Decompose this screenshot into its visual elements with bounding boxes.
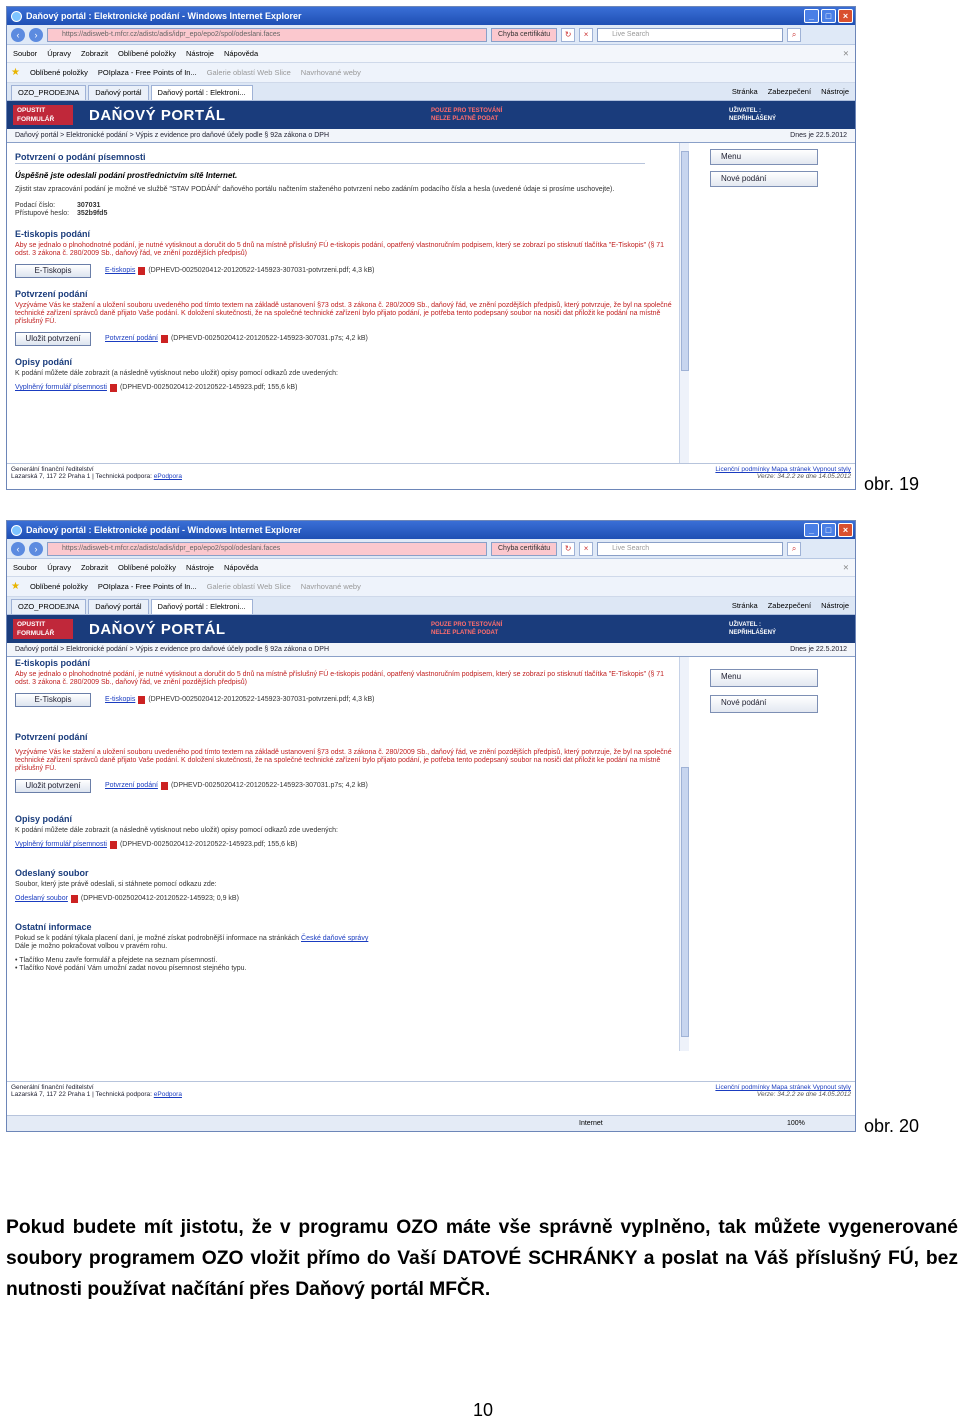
opisy-heading: Opisy podání: [15, 357, 73, 367]
maximize-icon[interactable]: □: [821, 9, 836, 23]
scrollbar[interactable]: [679, 657, 689, 1051]
menu-help[interactable]: Nápověda: [223, 49, 259, 58]
potvrzeni-file: (DPHEVD-0025020412-20120522-145923-307031.p7s; 4,2 kB): [170, 782, 368, 789]
star-icon: ★: [11, 67, 20, 78]
opisy-link[interactable]: Vyplněný formulář písemnosti: [15, 384, 107, 391]
address-row: [7, 539, 855, 559]
address-row: [7, 25, 855, 45]
portal-logo: DAŇOVÝ PORTÁL: [89, 106, 226, 124]
support-link[interactable]: ePodpora: [153, 1091, 182, 1098]
fav-poiplaza[interactable]: POIplaza - Free Points of In...: [97, 68, 197, 77]
refresh-icon[interactable]: ↻: [561, 542, 575, 556]
pdf-icon: [110, 841, 117, 849]
fav-webslice[interactable]: Galerie oblastí Web Slice: [206, 582, 291, 591]
potvrzeni-link[interactable]: Potvrzení podání: [105, 335, 158, 342]
opisy-file: (DPHEVD-0025020412-20120522-145923.pdf; 155,6 kB): [119, 384, 298, 391]
new-submission-button[interactable]: Nové podání: [710, 171, 818, 187]
menu-view[interactable]: Zobrazit: [80, 563, 109, 572]
submission-number: Podací číslo: 307031: [15, 202, 101, 209]
opisy-row: [15, 384, 679, 392]
menu-edit[interactable]: Úpravy: [47, 563, 71, 572]
ie-logo-icon: [11, 525, 22, 536]
footer-links[interactable]: Licenční podmínky Mapa stránek Vypnout styly: [715, 1084, 851, 1091]
portal-footer: Generální finanční ředitelství Lazarská 7, 117 22 Praha 1 | Technická podpora: ePodpora Licenční podmínky Mapa stránek Vypnout styly Verze: 34.2.2 ze dne 14.05.2012: [7, 463, 855, 489]
portal-footer: Generální finanční ředitelství Lazarská 7, 117 22 Praha 1 | Technická podpora: ePodpora Licenční podmínky Mapa stránek Vypnout styly Verze: 34.2.2 ze dne 14.05.2012: [7, 1081, 855, 1113]
screenshot-fig19: [6, 6, 856, 490]
user-status: UŽIVATEL : NEPŘIHLÁŠENÝ: [729, 108, 777, 122]
version-info: Verze: 34.2.2 ze dne 14.05.2012: [756, 473, 851, 480]
pdf-icon: [138, 267, 145, 275]
menu-bar: [7, 45, 855, 63]
support-link[interactable]: ePodpora: [153, 473, 182, 480]
tab-portal[interactable]: Daňový portál: [88, 85, 148, 100]
back-icon[interactable]: ‹: [11, 542, 25, 556]
tab-strip: [7, 83, 855, 101]
etiskopis-text: Aby se jednalo o plnohodnotné podání, je nutné vytisknout a doručit do 5 dnů na místně příslušný FÚ e-tiskopis podání, opatřený vlastnoručním podpisem, který se zobrazí po stisknutí tlačítka "E-Tiskopis" (§ 71 odst. 3 zákona č. 280/2009 Sb., daňový řád, ve znění pozdějších předpisů): [15, 242, 665, 257]
test-warning: POUZE PRO TESTOVÁNÍ NELZE PLATNĚ PODAT: [431, 622, 503, 636]
etiskopis-heading: E-tiskopis podání: [15, 658, 91, 668]
success-message: Úspěšně jste odeslali podání prostřednictvím sítě Internet.: [15, 171, 238, 180]
breadcrumb: Daňový portál > Elektronické podání > Výpis z evidence pro daňové účely podle § 92a zákona o DPH Dnes je 22.5.2012: [7, 643, 855, 657]
stop-icon[interactable]: ×: [579, 542, 593, 556]
screenshot-fig20: [6, 520, 856, 1132]
opisy-row: [15, 841, 679, 849]
file-icon: [161, 782, 168, 790]
etiskopis-row: [15, 693, 679, 707]
file-icon: [71, 895, 78, 903]
search-input[interactable]: Live Search: [597, 542, 783, 556]
etiskopis-button[interactable]: E-Tiskopis: [15, 693, 91, 707]
back-icon[interactable]: ‹: [11, 28, 25, 42]
side-actions: [710, 149, 820, 193]
menu-tools[interactable]: Nástroje: [186, 49, 214, 58]
maximize-icon[interactable]: □: [821, 523, 836, 537]
portal-header: [7, 101, 855, 129]
save-confirmation-button[interactable]: Uložit potvrzení: [15, 779, 91, 793]
address-bar[interactable]: https://adisweb-t.mfcr.cz/adistc/adis/idpr_epo/epo2/spol/odeslani.faces: [47, 28, 487, 42]
odeslany-text: Soubor, který jste právě odeslali, si stáhnete pomocí odkazu zde:: [15, 881, 217, 888]
etiskopis-button[interactable]: E-Tiskopis: [15, 264, 91, 278]
menu-favorites[interactable]: Oblíbené položky: [118, 49, 176, 58]
favorites-button[interactable]: Oblíbené položky: [29, 68, 88, 77]
ostatni-heading: Ostatní informace: [15, 922, 92, 932]
user-status: UŽIVATEL : NEPŘIHLÁŠENÝ: [729, 622, 777, 636]
opisy-file: (DPHEVD-0025020412-20120522-145923.pdf; 155,6 kB): [119, 841, 298, 848]
odeslany-link[interactable]: Odeslaný soubor: [15, 895, 68, 902]
breadcrumb: Daňový portál > Elektronické podání > Výpis z evidence pro daňové účely podle § 92a zákona o DPH Dnes je 22.5.2012: [7, 129, 855, 143]
favorites-bar: [7, 63, 855, 83]
fav-suggested[interactable]: Navrhované weby: [300, 582, 361, 591]
etiskopis-row: [15, 264, 679, 278]
tool-tools[interactable]: Nástroje: [821, 601, 849, 610]
menu-button[interactable]: Menu: [710, 149, 818, 165]
page-body: [7, 657, 855, 1051]
ostatni-text: Pokud se k podání týkala placení daní, je možné získat podrobnější informace na stránkách České daňové správy: [15, 935, 369, 942]
leave-form-button[interactable]: OPUSTIT FORMULÁŘ: [13, 105, 73, 125]
close-icon[interactable]: ×: [838, 9, 853, 23]
portal-logo: DAŇOVÝ PORTÁL: [89, 620, 226, 638]
fav-suggested[interactable]: Navrhované weby: [300, 68, 361, 77]
menu-help[interactable]: Nápověda: [223, 563, 259, 572]
menu-tools[interactable]: Nástroje: [186, 563, 214, 572]
fav-poiplaza[interactable]: POIplaza - Free Points of In...: [97, 582, 197, 591]
test-warning: POUZE PRO TESTOVÁNÍ NELZE PLATNĚ PODAT: [431, 108, 503, 122]
close-bar-icon[interactable]: ✕: [842, 49, 849, 58]
potvrzeni-heading: Potvrzení podání: [15, 732, 88, 742]
search-icon[interactable]: ⌕: [787, 542, 801, 556]
window-title: Daňový portál : Elektronické podání - Windows Internet Explorer: [26, 525, 302, 535]
current-date: Dnes je 22.5.2012: [790, 646, 847, 653]
tool-page[interactable]: Stránka: [731, 601, 758, 610]
address-bar[interactable]: https://adisweb-t.mfcr.cz/adistc/adis/idpr_epo/epo2/spol/odeslani.faces: [47, 542, 487, 556]
etiskopis-file: (DPHEVD-0025020412-20120522-145923-307031-potvrzeni.pdf; 4,3 kB): [148, 696, 375, 703]
main-content: [7, 657, 679, 973]
scrollbar-thumb[interactable]: [681, 151, 689, 371]
opisy-link[interactable]: Vyplněný formulář písemnosti: [15, 841, 107, 848]
pdf-icon: [110, 384, 117, 392]
scrollbar[interactable]: [679, 143, 689, 465]
close-bar-icon[interactable]: ✕: [842, 563, 849, 572]
footer-links[interactable]: Licenční podmínky Mapa stránek Vypnout styly: [715, 466, 851, 473]
close-icon[interactable]: ×: [838, 523, 853, 537]
status-info: Zjistit stav zpracování podání je možné ve službě "STAV PODÁNÍ" daňového portálu načtením staženého potvrzení nebo zadáním podacího čísla a hesla (uvedené údaje si prosíme uschovejte).: [15, 186, 615, 193]
tool-page[interactable]: Stránka: [731, 87, 758, 96]
odeslany-row: [15, 895, 679, 903]
etiskopis-heading: E-tiskopis podání: [15, 229, 91, 239]
tool-tools[interactable]: Nástroje: [821, 87, 849, 96]
menu-file[interactable]: Soubor: [13, 563, 38, 572]
potvrzeni-file: (DPHEVD-0025020412-20120522-145923-307031.p7s; 4,2 kB): [170, 335, 368, 342]
save-confirmation-button[interactable]: Uložit potvrzení: [15, 332, 91, 346]
forward-icon[interactable]: ›: [29, 542, 43, 556]
favorites-button[interactable]: Oblíbené položky: [29, 582, 88, 591]
etiskopis-link[interactable]: E-tiskopis: [105, 267, 136, 274]
portal-header: [7, 615, 855, 643]
etiskopis-text: Aby se jednalo o plnohodnotné podání, je nutné vytisknout a doručit do 5 dnů na místně příslušný FÚ e-tiskopis podání, opatřený vlastnoručním podpisem, který se zobrazí po stisknutí tlačítka "E-Tiskopis" (§ 71 odst. 3 zákona č. 280/2009 Sb., daňový řád, ve znění pozdějších předpisů): [15, 671, 665, 686]
opisy-text: K podání můžete dále zobrazit (a následně vytisknout nebo uložit) opisy pomocí odkazů zde uvedených:: [15, 827, 338, 834]
tab-portal-epodani[interactable]: Daňový portál : Elektroni...: [151, 599, 253, 614]
tool-security[interactable]: Zabezpečení: [767, 87, 812, 96]
pdf-icon: [138, 696, 145, 704]
ie-logo-icon: [11, 11, 22, 22]
file-icon: [161, 335, 168, 343]
ostatni-text2: Dále je možno pokračovat volbou v pravém rohu.: [15, 943, 168, 950]
forward-icon[interactable]: ›: [29, 28, 43, 42]
page-body: [7, 143, 855, 465]
menu-file[interactable]: Soubor: [13, 49, 38, 58]
potvrzeni-row: [15, 779, 679, 793]
page-number: 10: [472, 1400, 494, 1420]
opisy-text: K podání můžete dále zobrazit (a následně vytisknout nebo uložit) opisy pomocí odkazů zde uvedených:: [15, 370, 338, 377]
search-icon[interactable]: ⌕: [787, 28, 801, 42]
tab-portal-epodani[interactable]: Daňový portál : Elektroni...: [151, 85, 253, 100]
menu-button[interactable]: Menu: [710, 669, 818, 687]
status-bar: [7, 1115, 855, 1131]
main-content: [7, 143, 679, 396]
new-submission-button[interactable]: Nové podání: [710, 695, 818, 713]
figure-caption-20: obr. 20: [864, 1116, 920, 1136]
info-list: [15, 957, 679, 973]
figure-caption-19: obr. 19: [864, 474, 920, 494]
stop-icon[interactable]: ×: [579, 28, 593, 42]
tab-ozo[interactable]: OZO_PRODEJNA: [11, 599, 86, 614]
tool-security[interactable]: Zabezpečení: [767, 601, 812, 610]
current-date: Dnes je 22.5.2012: [790, 132, 847, 139]
certificate-error[interactable]: Chyba certifikátu: [491, 28, 557, 42]
odeslany-heading: Odeslaný soubor: [15, 868, 89, 878]
window-titlebar: [7, 521, 855, 539]
opisy-heading: Opisy podání: [15, 814, 73, 824]
refresh-icon[interactable]: ↻: [561, 28, 575, 42]
menu-view[interactable]: Zobrazit: [80, 49, 109, 58]
certificate-error[interactable]: Chyba certifikátu: [491, 542, 557, 556]
side-actions: [710, 669, 820, 719]
menu-edit[interactable]: Úpravy: [47, 49, 71, 58]
potvrzeni-row: [15, 332, 679, 346]
tab-ozo[interactable]: OZO_PRODEJNA: [11, 85, 86, 100]
zoom-level[interactable]: 100%: [787, 1120, 805, 1127]
page-title: Potvrzení o podání písemnosti: [15, 153, 645, 164]
potvrzeni-text: Vyzýváme Vás ke stažení a uložení souboru uvedeného pod tímto textem na základě ustanovení §73 odst. 3 zákona č. 280/2009 Sb., daňový řád, ve znění pozdějších předpisů, který potvrzuje, že byl na společné technické zařízení správců daně přijato Vaše podání. K doložení skutečnosti, že na společné technické zařízení bylo přijato podání, je potřeba tento podepsaný soubor na nosiči dat přiložit ke podání na místně příslušný FÚ.: [15, 302, 672, 325]
security-zone[interactable]: Internet: [579, 1120, 603, 1127]
leave-form-button[interactable]: OPUSTIT FORMULÁŘ: [13, 619, 73, 639]
potvrzeni-heading: Potvrzení podání: [15, 289, 88, 299]
minimize-icon[interactable]: _: [804, 523, 819, 537]
version-info: Verze: 34.2.2 ze dne 14.05.2012: [756, 1091, 851, 1098]
odeslany-file: (DPHEVD-0025020412-20120522-145923; 0,9 kB): [80, 895, 239, 902]
favorites-bar: [7, 577, 855, 597]
etiskopis-file: (DPHEVD-0025020412-20120522-145923-307031-potvrzeni.pdf; 4,3 kB): [148, 267, 375, 274]
list-item: • Tlačítko Menu zavře formulář a přejdete na seznam písemností.: [15, 957, 218, 964]
list-item: • Tlačítko Nové podání Vám umožní zadat novou písemnost stejného typu.: [15, 965, 247, 972]
window-titlebar: [7, 7, 855, 25]
access-password: Přístupové heslo: 352b9fd5: [15, 210, 108, 217]
window-title: Daňový portál : Elektronické podání - Windows Internet Explorer: [26, 11, 302, 21]
scrollbar-thumb[interactable]: [681, 767, 689, 1037]
potvrzeni-link[interactable]: Potvrzení podání: [105, 782, 158, 789]
search-input[interactable]: Live Search: [597, 28, 783, 42]
fav-webslice[interactable]: Galerie oblastí Web Slice: [206, 68, 291, 77]
potvrzeni-text: Vyzýváme Vás ke stažení a uložení souboru uvedeného pod tímto textem na základě ustanovení §73 odst. 3 zákona č. 280/2009 Sb., daňový řád, ve znění pozdějších předpisů, který potvrzuje, že byl na společné technické zařízení správců daně přijato Vaše podání. K doložení skutečnosti, že na společné technické zařízení bylo přijato podání, je potřeba tento podepsaný soubor na nosiči dat přiložit ke podání na místně příslušný FÚ.: [15, 749, 672, 772]
star-icon: ★: [11, 581, 20, 592]
menu-favorites[interactable]: Oblíbené položky: [118, 563, 176, 572]
tax-admin-link[interactable]: České daňové správy: [301, 935, 369, 942]
tab-portal[interactable]: Daňový portál: [88, 599, 148, 614]
tab-strip: [7, 597, 855, 615]
minimize-icon[interactable]: _: [804, 9, 819, 23]
etiskopis-link[interactable]: E-tiskopis: [105, 696, 136, 703]
body-paragraph: Pokud budete mít jistotu, že v programu OZO máte vše správně vyplněno, tak můžete vygenerované soubory programem OZO vložit přímo do Vaší DATOVÉ SCHRÁNKY a poslat na Váš příslušný FÚ, bez nutnosti používat načítání přes Daňový portál MFČR.: [6, 1217, 958, 1300]
menu-bar: [7, 559, 855, 577]
